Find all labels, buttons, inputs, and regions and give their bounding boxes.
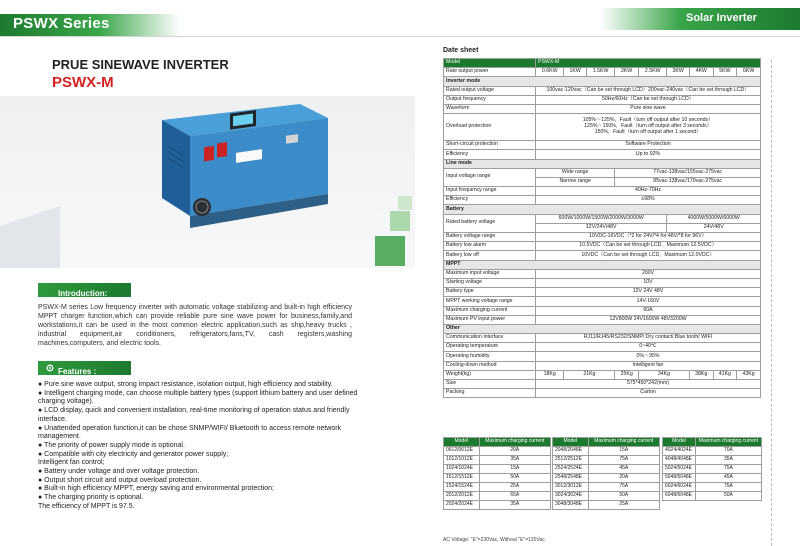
power-cell: 5KW	[713, 68, 737, 77]
cell: Input voltage range	[444, 168, 536, 186]
table-row	[444, 104, 761, 113]
cell: 2512/2512E	[553, 456, 589, 465]
cell: 200V	[536, 269, 761, 278]
cell: 1012/1012E	[444, 456, 480, 465]
datasheet-title: Date sheet	[443, 47, 479, 54]
cell: 85vac-138vac/170vac-275vac	[615, 177, 761, 186]
cell: 2048/2048E	[553, 447, 589, 456]
header-cell: Model	[663, 438, 696, 447]
model-label: Model	[444, 59, 536, 68]
cell: 3048/3048E	[553, 501, 589, 510]
features-heading-bar	[38, 361, 131, 375]
table-row	[663, 438, 762, 447]
weight-cell: 43Kg	[737, 370, 761, 379]
table-row	[444, 352, 761, 361]
introduction-heading: Introduction:	[58, 289, 108, 298]
cell: 2012/2012E	[444, 492, 480, 501]
table-row	[444, 324, 761, 333]
weight-cell: 34Kg	[638, 370, 689, 379]
cell: Short-circuit protection	[444, 141, 536, 150]
cell: 100vac-120vac（Can be set through LCD）200vac-240vac（Can be set through LCD）	[536, 86, 761, 95]
feature-item: ● LCD display, quick and convenient installation, real-time monitoring of operation status and friendly interface.	[38, 407, 350, 423]
table-row	[444, 150, 761, 159]
feature-item: Intelligent fan control;	[38, 459, 105, 467]
cell: 2524/2524E	[553, 465, 589, 474]
overload-line: 125%～150%，Fault（turn off output after 3 seconds）	[584, 123, 712, 130]
overload-line: 105%～125%，Fault（turn off output after 10 seconds）	[582, 117, 714, 124]
cell: 12V800W 24V1600W 48V3200W	[536, 315, 761, 324]
group-label: Other	[444, 324, 761, 333]
cell: 6024/6024E	[663, 483, 696, 492]
cell: Wide range	[536, 168, 615, 177]
cell: Maximum charging current	[444, 306, 536, 315]
weight-cell: 18Kg	[536, 370, 564, 379]
table-row	[444, 242, 761, 251]
table-row	[444, 141, 761, 150]
cell: 50A	[695, 492, 761, 501]
cell: 35A	[479, 456, 550, 465]
cell: Pure sine wave	[536, 104, 761, 113]
divider	[771, 60, 772, 546]
table-row	[444, 187, 761, 196]
weight-cell: 21Kg	[564, 370, 615, 379]
table-row	[444, 114, 761, 141]
cell: Weight(kg)	[444, 370, 536, 379]
feature-item: ● Battery under voltage and over voltage protection.	[38, 468, 200, 476]
feature-item: ● Unattended operation function,it can be chose SNMP/WIFI/ Bluetooth to access remote network management.	[38, 424, 342, 441]
header-cell: Maximum charging current	[479, 438, 550, 447]
introduction-heading-bar	[38, 283, 131, 297]
feature-item: ● The charging priority is optional.	[38, 494, 144, 502]
table-row	[444, 456, 551, 465]
table-row	[553, 465, 660, 474]
power-cell: 3KW	[667, 68, 689, 77]
table-row	[444, 251, 761, 260]
cell: Carton	[536, 389, 761, 398]
cell: 600W/1000W/1500W/2000W/3000W	[536, 214, 667, 223]
table-row	[444, 334, 761, 343]
cell: Maximum input voltage	[444, 269, 536, 278]
features-heading: Features :	[58, 367, 97, 376]
cell: Size	[444, 380, 536, 389]
table-row	[553, 492, 660, 501]
header-cell: Maximum charging current	[695, 438, 761, 447]
table-row	[553, 501, 660, 510]
weight-cell: 38Kg	[689, 370, 713, 379]
cell: 0~40℃	[536, 343, 761, 352]
cell: 20A	[588, 474, 659, 483]
cell: Input frequency range	[444, 187, 536, 196]
table-row	[444, 315, 761, 324]
cell: Battery low off	[444, 251, 536, 260]
table-row	[663, 474, 762, 483]
table-row	[444, 361, 761, 370]
cell: 10.5VDC（Can be set through LCD，Maximum 12.5VDC）	[536, 242, 761, 251]
cell: Operating temperature	[444, 343, 536, 352]
feature-item: ● Compatible with city electricity and generator power supply;	[38, 450, 229, 458]
cell: 50A	[588, 492, 659, 501]
table-row	[444, 389, 761, 398]
table-row	[444, 159, 761, 168]
spec-table	[443, 58, 761, 398]
table-row	[444, 278, 761, 287]
cell: 35A	[479, 501, 550, 510]
cell: 77vac-138vac/155vac-275vac	[615, 168, 761, 177]
table-row	[444, 59, 761, 68]
cell: 1512/1512E	[444, 474, 480, 483]
feature-item: ● Pure sine wave output, strong impact resistance, isolation output, high efficiency and stability.	[38, 381, 333, 388]
header-cell: Maximum charging current	[588, 438, 659, 447]
table-row	[444, 447, 551, 456]
cell: 4000W/5000W/6000W	[667, 214, 761, 223]
introduction-text: PSWX-M series Low frequency inverter with automatic voltage stabilizing and built-in high efficiency MPPT charger function,which can provide reliable pure sine wave power for business,family,and workstations,it can be used in the most common electric application,such as ship,heavy trucks , industrial equipment,air conditioners, refrigerators,fans,TV, cash registers,washing machines,computers, and electric tools.	[38, 304, 352, 348]
feature-item: ● Intelligent charging mode, can choose multiple battery types (support lithium battery and user defined charging voltage).	[38, 389, 358, 406]
cell: 45A	[588, 465, 659, 474]
table-row	[663, 492, 762, 501]
cell: 6048/6048E	[663, 492, 696, 501]
cell: 5024/5024E	[663, 465, 696, 474]
cell: 12V 24V 48V	[536, 288, 761, 297]
table-row	[444, 465, 551, 474]
cell: 35A	[695, 456, 761, 465]
cell: MPPT working voltage range	[444, 297, 536, 306]
table-row	[444, 370, 761, 379]
cell: Battery type	[444, 288, 536, 297]
charging-table-1	[443, 437, 551, 510]
cell: Narrow range	[536, 177, 615, 186]
ac-voltage-note: AC Voltage: "E"=230Vac, Without "E"=120Vac	[443, 537, 545, 543]
weight-cell: 25Kg	[615, 370, 639, 379]
cell: Cooling-down method	[444, 361, 536, 370]
cell: Up to 92%	[536, 150, 761, 159]
cell: 24V/48V	[667, 223, 761, 232]
model-value: PSWX-M	[536, 59, 761, 68]
cell: Operating humidity	[444, 352, 536, 361]
cell: Efficiency	[444, 150, 536, 159]
cell: 14V-160V	[536, 297, 761, 306]
group-label: Inverter mode	[444, 77, 761, 86]
table-row	[553, 483, 660, 492]
cell: Efficiency	[444, 196, 536, 205]
group-label: Line mode	[444, 159, 761, 168]
cell: 575*450*242(mm)	[536, 380, 761, 389]
table-row	[444, 68, 761, 77]
table-row	[444, 343, 761, 352]
cell: 10VDC（Can be set through LCD，Maximum 12.0VDC）	[536, 251, 761, 260]
cell: 2548/2548E	[553, 474, 589, 483]
cell: 0612/0612E	[444, 447, 480, 456]
cell: RJ11/RJ45/RS232/SNMP/ Dry contact/ Blue tooth/ WIFI	[536, 334, 761, 343]
rate-label: Rate output power	[444, 68, 536, 77]
table-row	[444, 288, 761, 297]
cell: 4024/4024E	[663, 447, 696, 456]
product-model: PSWX-M	[52, 74, 114, 91]
cell: 2024/2024E	[444, 501, 480, 510]
cell: 3012/3012E	[553, 483, 589, 492]
power-cell: 6KW	[737, 68, 761, 77]
cell: 70A	[695, 447, 761, 456]
cell: Battery low alarm	[444, 242, 536, 251]
table-row	[444, 86, 761, 95]
group-label: MPPT	[444, 260, 761, 269]
cell: 15A	[479, 465, 550, 474]
cell: 75A	[695, 465, 761, 474]
table-row	[444, 196, 761, 205]
table-row	[663, 456, 762, 465]
table-row	[553, 447, 660, 456]
table-row	[444, 260, 761, 269]
cell: Waveform	[444, 104, 536, 113]
table-row	[444, 95, 761, 104]
table-row	[663, 465, 762, 474]
table-row	[444, 501, 551, 510]
cell: Rated output voltage	[444, 86, 536, 95]
cell: Starting voltage	[444, 278, 536, 287]
table-row	[444, 269, 761, 278]
feature-item: ● The priority of power supply mode is optional.	[38, 441, 185, 449]
power-cell: 1KW	[564, 68, 586, 77]
group-label: Battery	[444, 205, 761, 214]
cell: 10V	[536, 278, 761, 287]
table-row	[444, 205, 761, 214]
table-row	[444, 77, 761, 86]
cell: Communication interface	[444, 334, 536, 343]
overload-line: 150%，Fault（turn off output after 1 second）	[594, 129, 702, 136]
feature-item: The efficiency of MPPT is 97.5.	[38, 502, 135, 510]
table-row	[444, 306, 761, 315]
cell: 25A	[479, 483, 550, 492]
series-title: PSWX Series	[13, 15, 110, 32]
table-row	[444, 492, 551, 501]
cell: Packing	[444, 389, 536, 398]
cell: Overload protection	[444, 114, 536, 141]
feature-item: ● Built-in high efficiency MPPT, energy saving and environmental protection;	[38, 485, 275, 493]
table-row	[553, 456, 660, 465]
table-row	[444, 483, 551, 492]
cell	[536, 114, 761, 141]
feature-item: ● Output short circuit and output overload protection.	[38, 476, 202, 484]
gear-icon	[46, 364, 54, 372]
header-cell: Model	[553, 438, 589, 447]
cell: 50A	[479, 474, 550, 483]
power-cell: 0.6KW	[536, 68, 564, 77]
header-divider	[0, 36, 800, 37]
cell: 75A	[695, 483, 761, 492]
header-cell: Model	[444, 438, 480, 447]
table-row	[444, 168, 761, 177]
cell: ≥98%	[536, 196, 761, 205]
table-row	[444, 297, 761, 306]
table-row	[553, 438, 660, 447]
table-row	[444, 380, 761, 389]
weight-cell: 41Kg	[713, 370, 737, 379]
table-row	[444, 474, 551, 483]
cell: Software Protection	[536, 141, 761, 150]
cell: 1024/1024E	[444, 465, 480, 474]
cell: 0%～95%	[536, 352, 761, 361]
table-row	[444, 438, 551, 447]
cell: Rated battery voltage	[444, 214, 536, 232]
cell: 75A	[588, 483, 659, 492]
table-row	[444, 233, 761, 242]
product-photo	[0, 96, 415, 268]
category-title: Solar Inverter	[686, 12, 757, 24]
cell: 3024/3024E	[553, 492, 589, 501]
table-row	[444, 214, 761, 223]
cell: 65A	[479, 492, 550, 501]
features-list	[38, 381, 378, 512]
table-row	[553, 474, 660, 483]
product-title: PRUE SINEWAVE INVERTER	[52, 57, 229, 72]
charging-table-3	[662, 437, 762, 501]
table-row	[663, 447, 762, 456]
cell: 1524/1524E	[444, 483, 480, 492]
cell: 75A	[588, 456, 659, 465]
charging-table-2	[552, 437, 660, 510]
cell: Maximum PV input power	[444, 315, 536, 324]
table-row	[663, 483, 762, 492]
cell: 50Hz/60Hz（Can be set through LCD）	[536, 95, 761, 104]
power-cell: 1.5KW	[586, 68, 614, 77]
cell: 25A	[588, 501, 659, 510]
cell: 45A	[695, 474, 761, 483]
cell: 20A	[479, 447, 550, 456]
cell: 15A	[588, 447, 659, 456]
cell: 10VDC-16VDC（*2 for 24V/*4 for 48V/*8 for 96V）	[536, 233, 761, 242]
cell: 12V/24V/48V	[536, 223, 667, 232]
power-cell: 2KW	[615, 68, 639, 77]
cell: 40Hz-70Hz	[536, 187, 761, 196]
cell: 60A	[536, 306, 761, 315]
power-cell: 4KW	[689, 68, 713, 77]
cell: Output frequency	[444, 95, 536, 104]
cell: 4048/4048E	[663, 456, 696, 465]
cell: Battery voltage range	[444, 233, 536, 242]
cell: Intelligent fan	[536, 361, 761, 370]
power-cell: 2.5KW	[638, 68, 666, 77]
cell: 5048/5048E	[663, 474, 696, 483]
